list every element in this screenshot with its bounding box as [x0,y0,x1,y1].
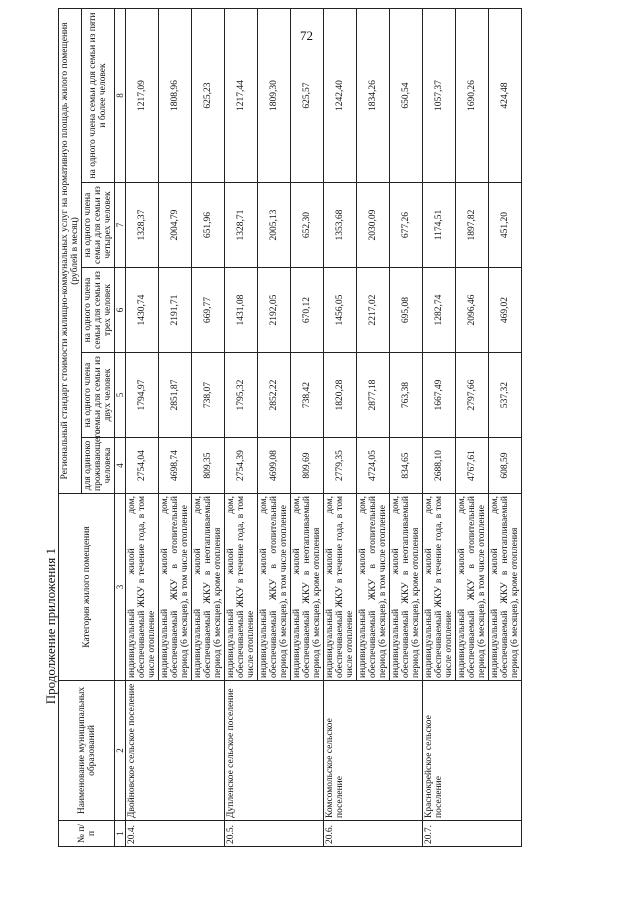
col-index: 1 [115,821,126,847]
value-cell: 2797,66 [456,353,489,438]
value-cell: 4767,61 [456,438,489,494]
table-row [126,8,159,846]
value-cell: 2852,22 [258,353,291,438]
municipality-name: Краснокрейское сельское поселение [423,681,522,821]
category-cell: индивидуальный жилой дом, обеспечиваемый ЖКУ в течение года, в том числе отопление [324,494,357,681]
sub-header: на одного члена семьи для семьи из пяти и более человек [82,8,115,182]
col-index: 7 [115,183,126,268]
value-cell: 1690,26 [456,8,489,182]
category-cell: индивидуальный жилой дом, обеспечиваемый ЖКУ в неотапливаемый период (6 месяцев), кроме отопления [291,494,324,681]
col-category-header: Категория жилого помещения [59,494,115,681]
value-cell: 1430,74 [126,268,159,353]
municipality-name: Комсомольское сельское поселение [324,681,423,821]
value-cell: 652,30 [291,183,324,268]
value-cell: 1431,08 [225,268,258,353]
sub-header: на одного члена семьи для семьи из двух человек [82,353,115,438]
value-cell: 1667,49 [423,353,456,438]
col-number-header: № п/п [59,821,115,847]
value-cell: 1217,44 [225,8,258,182]
value-cell: 2004,79 [159,183,192,268]
appendix-caption: Продолжение приложения 1 [43,548,58,705]
value-cell: 1794,97 [126,353,159,438]
value-cell: 2877,18 [357,353,390,438]
value-cell: 1809,30 [258,8,291,182]
value-cell: 651,96 [192,183,225,268]
category-cell: индивидуальный жилой дом, обеспечиваемый ЖКУ в течение года, в том числе отопление [126,494,159,681]
table-row [423,8,456,846]
value-cell: 4724,05 [357,438,390,494]
value-cell: 1456,05 [324,268,357,353]
value-cell: 1834,26 [357,8,390,182]
index-row [115,8,126,846]
value-cell: 4698,74 [159,438,192,494]
value-cell: 1897,82 [456,183,489,268]
category-cell: индивидуальный жилой дом, обеспечиваемый ЖКУ в неотапливаемый период (6 месяцев), кроме отопления [489,494,522,681]
group-title-header: Региональный стандарт стоимости жилищно-коммунальных услуг на нормативную площадь жилого помещения (рублей в месяц) [59,8,82,493]
value-cell: 2851,87 [159,353,192,438]
value-cell: 2754,39 [225,438,258,494]
value-cell: 608,59 [489,438,522,494]
value-cell: 763,38 [390,353,423,438]
col-index: 5 [115,353,126,438]
value-cell: 1242,40 [324,8,357,182]
value-cell: 669,77 [192,268,225,353]
value-cell: 1174,51 [423,183,456,268]
row-number: 20.4. [126,821,225,847]
value-cell: 738,07 [192,353,225,438]
value-cell: 2688,10 [423,438,456,494]
value-cell: 738,42 [291,353,324,438]
value-cell: 1795,32 [225,353,258,438]
value-cell: 625,57 [291,8,324,182]
municipality-name: Дупленское сельское поселение [225,681,324,821]
col-municipality-header: Наименование муниципальных образований [59,681,115,821]
value-cell: 834,65 [390,438,423,494]
value-cell: 809,35 [192,438,225,494]
value-cell: 650,54 [390,8,423,182]
value-cell: 2030,09 [357,183,390,268]
value-cell: 1282,74 [423,268,456,353]
value-cell: 2192,05 [258,268,291,353]
value-cell: 1217,09 [126,8,159,182]
col-index: 8 [115,8,126,182]
category-cell: индивидуальный жилой дом, обеспечиваемый ЖКУ в отопительный период (6 месяцев), в том числе отопление [258,494,291,681]
value-cell: 1353,68 [324,183,357,268]
category-cell: индивидуальный жилой дом, обеспечиваемый ЖКУ в течение года, в том числе отопление [423,494,456,681]
row-number: 20.5. [225,821,324,847]
col-index: 2 [115,681,126,821]
value-cell: 809,69 [291,438,324,494]
col-index: 6 [115,268,126,353]
value-cell: 469,02 [489,268,522,353]
value-cell: 1820,28 [324,353,357,438]
category-cell: индивидуальный жилой дом, обеспечиваемый ЖКУ в течение года, в том числе отопление [225,494,258,681]
value-cell: 695,08 [390,268,423,353]
category-cell: индивидуальный жилой дом, обеспечиваемый ЖКУ в неотапливаемый период (6 месяцев), кроме отопления [192,494,225,681]
row-number: 20.7. [423,821,522,847]
category-cell: индивидуальный жилой дом, обеспечиваемый ЖКУ в отопительный период (6 месяцев), в том числе отопление [456,494,489,681]
row-number: 20.6. [324,821,423,847]
value-cell: 2217,02 [357,268,390,353]
value-cell: 2005,13 [258,183,291,268]
table-row [324,8,357,846]
value-cell: 451,20 [489,183,522,268]
value-cell: 4699,08 [258,438,291,494]
value-cell: 537,32 [489,353,522,438]
category-cell: индивидуальный жилой дом, обеспечиваемый ЖКУ в отопительный период (6 месяцев), в том числе отопление [159,494,192,681]
sub-header: на одного члена семьи для семьи из четырех человек [82,183,115,268]
value-cell: 2754,04 [126,438,159,494]
col-index: 4 [115,438,126,494]
value-cell: 670,12 [291,268,324,353]
sub-header: для одиноко проживающего человека [82,438,115,494]
value-cell: 2096,46 [456,268,489,353]
value-cell: 625,23 [192,8,225,182]
col-index: 3 [115,494,126,681]
value-cell: 1328,37 [126,183,159,268]
value-cell: 2779,35 [324,438,357,494]
header-row [59,8,82,846]
value-cell: 677,26 [390,183,423,268]
housing-cost-table [58,8,522,847]
category-cell: индивидуальный жилой дом, обеспечиваемый ЖКУ в отопительный период (6 месяцев), в том числе отопление [357,494,390,681]
value-cell: 1808,96 [159,8,192,182]
page-number: 72 [300,28,313,43]
sub-header: на одного члена семьи для семьи из трех человек [82,268,115,353]
category-cell: индивидуальный жилой дом, обеспечиваемый ЖКУ в неотапливаемый период (6 месяцев), кроме отопления [390,494,423,681]
value-cell: 424,48 [489,8,522,182]
value-cell: 1057,37 [423,8,456,182]
municipality-name: Двойновское сельское поселение [126,681,225,821]
table-row [225,8,258,846]
value-cell: 2191,71 [159,268,192,353]
value-cell: 1328,71 [225,183,258,268]
